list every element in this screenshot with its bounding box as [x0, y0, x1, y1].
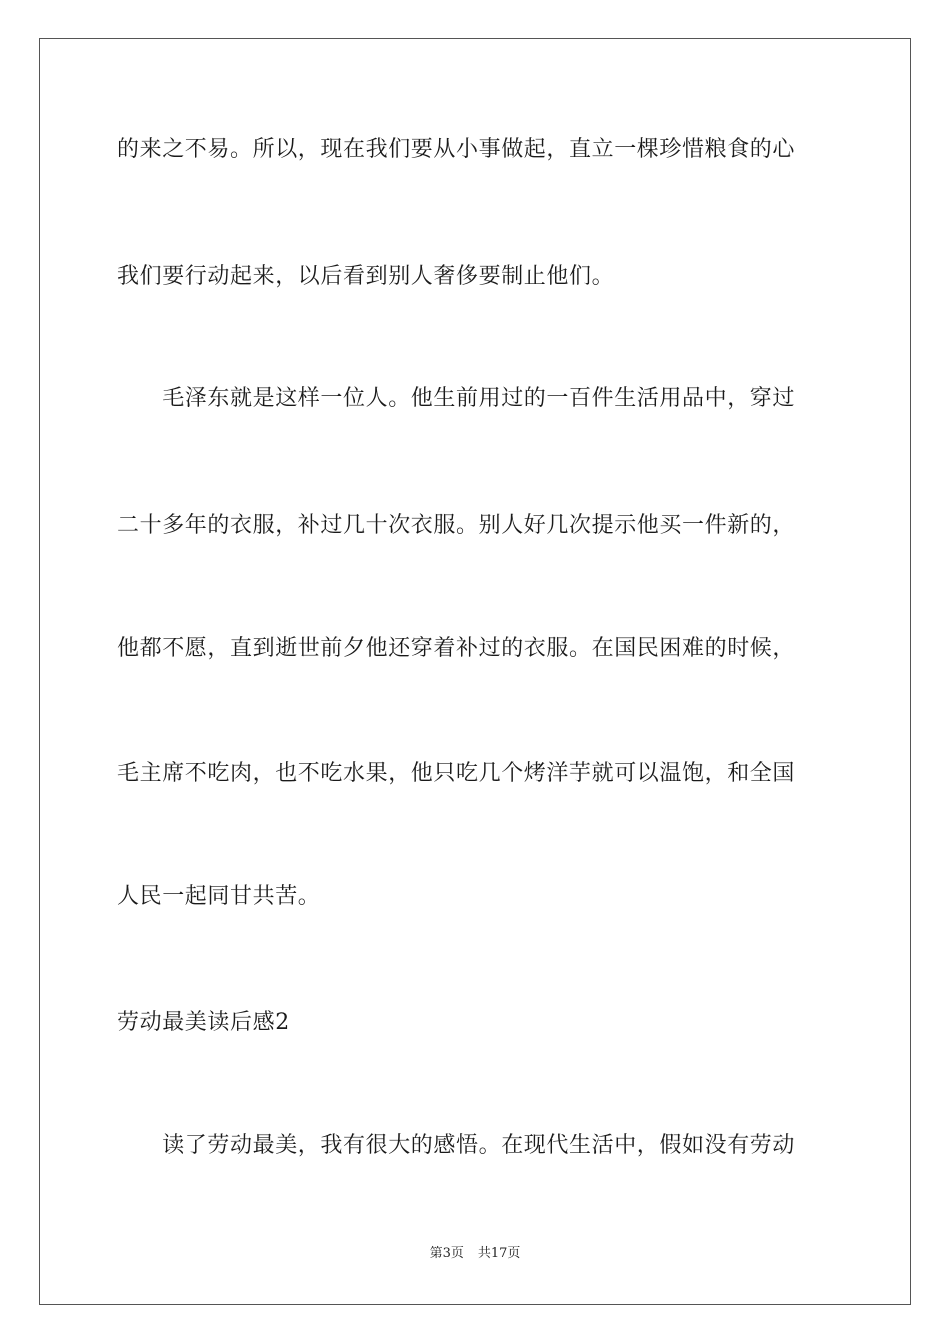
- page-footer: [0, 1245, 950, 1263]
- body-text-line: 人民一起同甘共苦。: [117, 884, 321, 909]
- body-text-line: 毛泽东就是这样一位人。他生前用过的一百件生活用品中，穿过: [117, 386, 796, 411]
- body-text-line: 读了劳动最美，我有很大的感悟。在现代生活中，假如没有劳动: [117, 1133, 796, 1158]
- body-text-line: 毛主席不吃肉，也不吃水果，他只吃几个烤洋芋就可以温饱，和全国: [117, 761, 796, 786]
- page-total: 共17页: [477, 1246, 521, 1261]
- body-text-line: 我们要行动起来，以后看到别人奢侈要制止他们。: [117, 264, 615, 289]
- page-number: 第3页: [429, 1246, 464, 1261]
- body-text-line: 他都不愿，直到逝世前夕他还穿着补过的衣服。在国民困难的时候，: [117, 636, 796, 661]
- body-text-line: 的来之不易。所以，现在我们要从小事做起，直立一棵珍惜粮食的心: [117, 137, 796, 162]
- section-heading: 劳动最美读后感2: [117, 1010, 290, 1035]
- body-text-line: 二十多年的衣服，补过几十次衣服。别人好几次提示他买一件新的，: [117, 513, 796, 538]
- page-border: [39, 38, 911, 1305]
